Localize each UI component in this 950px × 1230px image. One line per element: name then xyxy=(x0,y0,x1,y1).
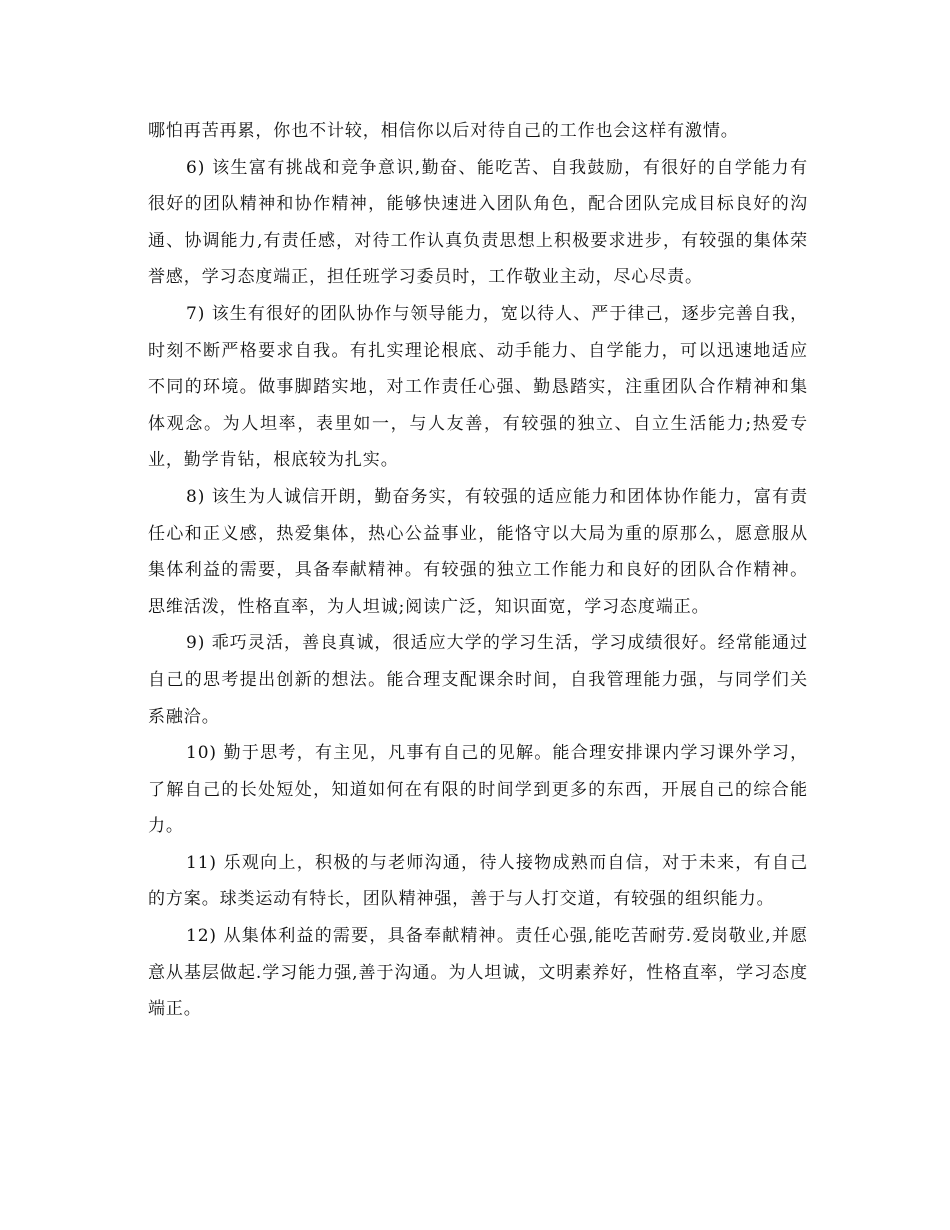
paragraph-item-6: 6) 该生富有挑战和竞争意识,勤奋、能吃苦、自我鼓励，有很好的自学能力有很好的团队精神和协作精神，能够快速进入团队角色，配合团队完成目标良好的沟通、协调能力,有责任感，对待工作认真负责思想上积极要求进步，有较强的集体荣誉感，学习态度端正，担任班学习委员时，工作敬业主动，尽心尽责。 xyxy=(148,157,808,288)
paragraph-item-11: 11) 乐观向上，积极的与老师沟通，待人接物成熟而自信，对于未来，有自己的方案。球类运动有特长，团队精神强，善于与人打交道，有较强的组织能力。 xyxy=(148,852,808,910)
paragraph-item-12: 12) 从集体利益的需要，具备奉献精神。责任心强,能吃苦耐劳.爱岗敬业,并愿意从基层做起.学习能力强,善于沟通。为人坦诚，文明素养好，性格直率，学习态度端正。 xyxy=(148,926,808,1020)
paragraph-item-8: 8) 该生为人诚信开朗，勤奋务实，有较强的适应能力和团体协作能力，富有责任心和正义感，热爱集体，热心公益事业，能恪守以大局为重的原那么，愿意服从集体利益的需要，具备奉献精神。有较强的独立工作能力和良好的团队合作精神。思维活泼，性格直率，为人坦诚;阅读广泛，知识面宽，学习态度端正。 xyxy=(148,486,808,617)
paragraph-continuation: 哪怕再苦再累，你也不计较，相信你以后对待自己的工作也会这样有激情。 xyxy=(148,121,739,141)
paragraph-item-7: 7) 该生有很好的团队协作与领导能力，宽以待人、严于律己，逐步完善自我，时刻不断严格要求自我。有扎实理论根底、动手能力、自学能力，可以迅速地适应不同的环境。做事脚踏实地，对工作责任心强、勤恳踏实，注重团队合作精神和集体观念。为人坦率，表里如一，与人友善，有较强的独立、自立生活能力;热爱专业，勤学肯钻，根底较为扎实。 xyxy=(148,303,808,471)
document-body xyxy=(148,113,808,1028)
paragraph-item-10: 10) 勤于思考，有主见，凡事有自己的见解。能合理安排课内学习课外学习，了解自己的长处短处，知道如何在有限的时间学到更多的东西，开展自己的综合能力。 xyxy=(148,743,808,837)
paragraph-item-9: 9) 乖巧灵活，善良真诚，很适应大学的学习生活，学习成绩很好。经常能通过自己的思考提出创新的想法。能合理支配课余时间，自我管理能力强，与同学们关系融洽。 xyxy=(148,633,808,727)
